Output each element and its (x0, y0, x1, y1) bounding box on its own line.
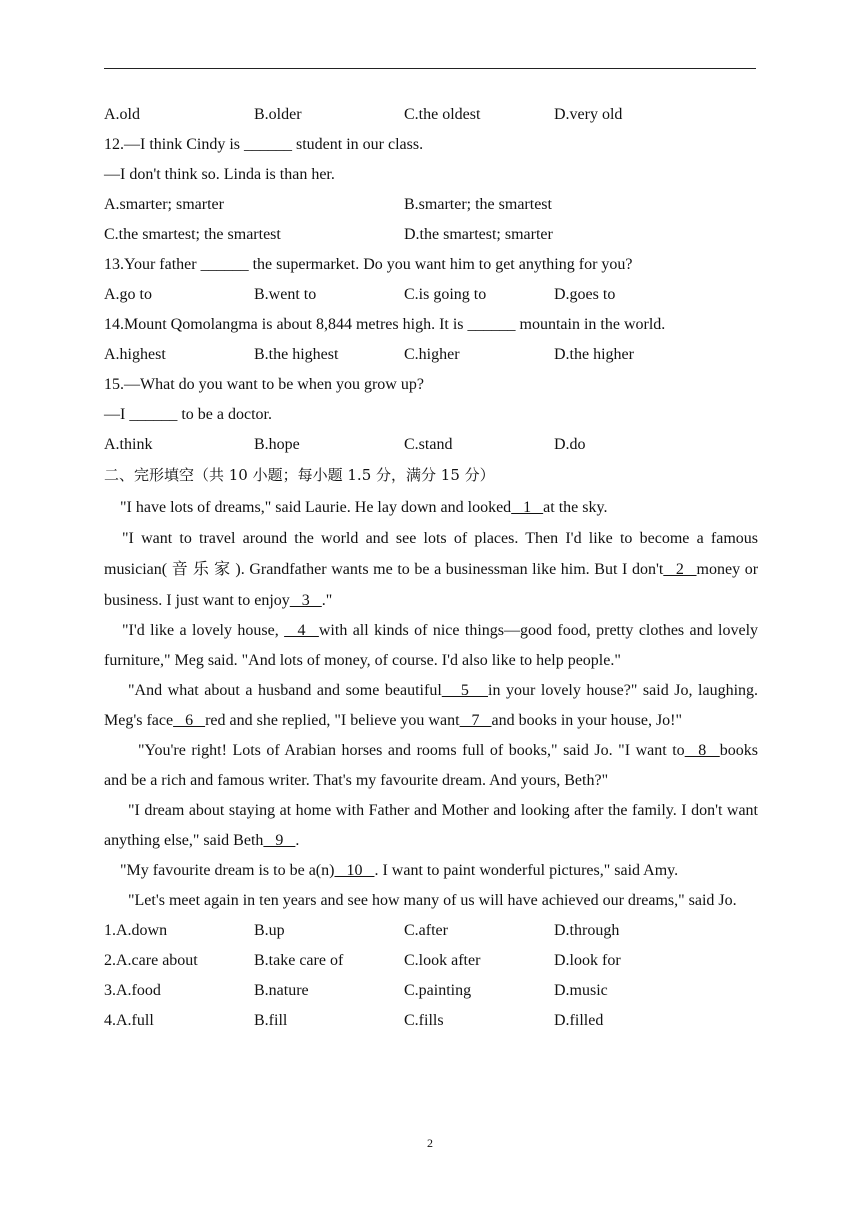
page-content (104, 100, 758, 1036)
passage-text: . I want to paint wonderful pictures," said Amy. (374, 862, 679, 879)
cloze-4-option-b: B.fill (254, 1012, 288, 1029)
cloze-2-option-c: C.look after (404, 952, 481, 969)
q12-options-row2 (104, 220, 758, 250)
passage-text: ." (321, 592, 333, 609)
passage-text: money or business. I just want to enjoy (104, 561, 759, 609)
q12-option-c: C.the smartest; the smartest (104, 226, 281, 243)
passage-text: in your lovely house?" said Jo, laughing. Meg's face (104, 682, 759, 729)
q13-stem: 13.Your father ______ the supermarket. Do you want him to get anything for you? (104, 256, 633, 273)
section2-title: 二、完形填空（共 10 小题；每小题 1.5 分，满分 15 分） (104, 466, 495, 484)
q12-reply: —I don't think so. Linda is than her. (104, 166, 335, 183)
header-rule (104, 68, 756, 69)
passage-text: and books in your house, Jo!" (491, 712, 683, 729)
passage-text: "I want to travel around the world and see lots of places. Then I'd like to become a famous musician( 音 乐 家 ). Grandfather wants me to be a businessman like him. But I don't (104, 530, 758, 578)
passage-paragraph-7 (104, 856, 758, 886)
q15-stem: 15.—What do you want to be when you grow up? (104, 376, 424, 393)
q12-stem: 12.—I think Cindy is ______ student in our class. (104, 136, 424, 153)
q11-option-d: D.very old (554, 106, 623, 123)
passage-text: "And what about a husband and some beautiful (128, 682, 442, 699)
cloze-3-option-d: D.music (554, 982, 608, 999)
passage-paragraph-6 (104, 796, 758, 856)
q12-options-row1 (104, 190, 758, 220)
blank-10: 10 (334, 862, 375, 879)
passage-paragraph-2 (104, 523, 758, 616)
q13-options (104, 280, 758, 310)
cloze-2-option-d: D.look for (554, 952, 621, 969)
cloze-4-option-d: D.filled (554, 1012, 604, 1029)
q12-option-d: D.the smartest; smarter (404, 226, 553, 243)
q14-options (104, 340, 758, 370)
blank-3: 3 (289, 592, 322, 609)
passage-text: . (295, 832, 300, 849)
passage-text: "I dream about staying at home with Father and Mother and looking after the family. I don't want anything else," said Beth (104, 802, 758, 849)
passage-paragraph-8: "Let's meet again in ten years and see how many of us will have achieved our dreams," said Jo. (128, 892, 737, 909)
passage-paragraph-3 (104, 616, 758, 676)
q14-stem: 14.Mount Qomolangma is about 8,844 metres high. It is ______ mountain in the world. (104, 316, 666, 333)
cloze-3-option-a: 3.A.food (104, 982, 161, 999)
passage-paragraph-5 (104, 736, 758, 796)
cloze-options-2 (104, 946, 758, 976)
cloze-3-option-b: B.nature (254, 982, 309, 999)
cloze-2-option-b: B.take care of (254, 952, 344, 969)
blank-1: 1 (511, 499, 544, 516)
cloze-3-option-c: C.painting (404, 982, 472, 999)
q11-option-b: B.older (254, 106, 302, 123)
blank-8: 8 (684, 742, 720, 759)
q15-option-a: A.think (104, 436, 153, 453)
cloze-options-1 (104, 916, 758, 946)
cloze-4-option-a: 4.A.full (104, 1012, 154, 1029)
passage-text: books and be a rich and famous writer. That's my favourite dream. And yours, Beth?" (104, 742, 758, 789)
passage-text: at the sky. (543, 499, 608, 516)
cloze-options-3 (104, 976, 758, 1006)
blank-2: 2 (663, 561, 697, 578)
q13-option-c: C.is going to (404, 286, 487, 303)
passage-text: "I have lots of dreams," said Laurie. He lay down and looked (120, 499, 512, 516)
q15-option-d: D.do (554, 436, 586, 453)
blank-6: 6 (173, 712, 206, 729)
q11-options (104, 100, 758, 130)
passage-text: "I'd like a lovely house, (122, 622, 285, 639)
cloze-1-option-c: C.after (404, 922, 448, 939)
passage-paragraph-1 (104, 493, 758, 523)
blank-7: 7 (459, 712, 492, 729)
passage-text: "You're right! Lots of Arabian horses and rooms full of books," said Jo. "I want to (138, 742, 685, 759)
q15-reply: —I ______ to be a doctor. (104, 406, 272, 423)
passage-text: with all kinds of nice things—good food, pretty clothes and lovely furniture," Meg said. "And lots of money, of course. I'd also like to help people." (104, 622, 759, 669)
blank-5: 5 (441, 682, 488, 699)
passage-text: "My favourite dream is to be a(n) (120, 862, 335, 879)
q15-options (104, 430, 758, 460)
passage-text: red and she replied, "I believe you want (205, 712, 460, 729)
q11-option-c: C.the oldest (404, 106, 481, 123)
cloze-1-option-b: B.up (254, 922, 285, 939)
q15-option-c: C.stand (404, 436, 453, 453)
q14-option-b: B.the highest (254, 346, 339, 363)
cloze-4-option-c: C.fills (404, 1012, 444, 1029)
cloze-1-option-d: D.through (554, 922, 620, 939)
blank-4: 4 (284, 622, 319, 639)
q14-option-a: A.highest (104, 346, 166, 363)
q12-option-b: B.smarter; the smartest (404, 196, 552, 213)
q13-option-b: B.went to (254, 286, 317, 303)
blank-9: 9 (263, 832, 296, 849)
cloze-1-option-a: 1.A.down (104, 922, 168, 939)
q11-option-a: A.old (104, 106, 140, 123)
q12-option-a: A.smarter; smarter (104, 196, 224, 213)
q13-option-a: A.go to (104, 286, 152, 303)
page-number: 2 (427, 1136, 433, 1150)
passage-paragraph-4 (104, 676, 758, 736)
cloze-options-4 (104, 1006, 758, 1036)
q14-option-c: C.higher (404, 346, 460, 363)
q13-option-d: D.goes to (554, 286, 616, 303)
q14-option-d: D.the higher (554, 346, 634, 363)
q15-option-b: B.hope (254, 436, 300, 453)
cloze-2-option-a: 2.A.care about (104, 952, 198, 969)
